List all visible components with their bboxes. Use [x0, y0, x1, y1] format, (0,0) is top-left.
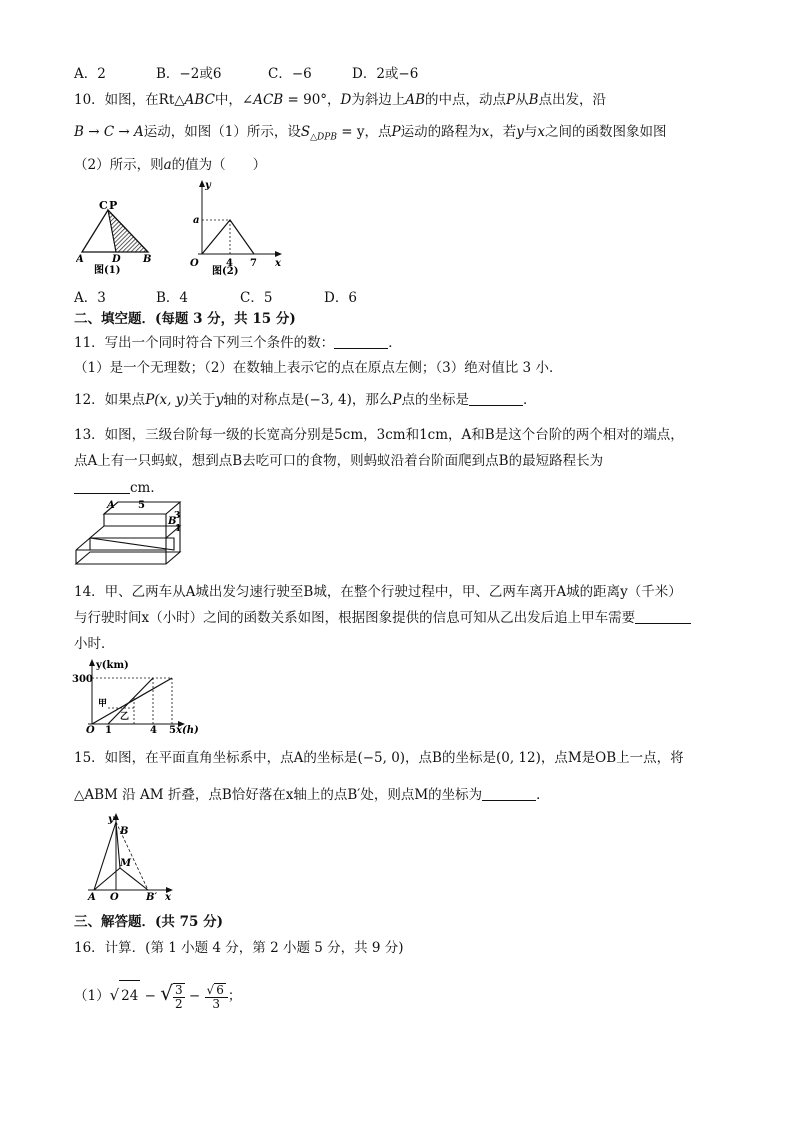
q11-line2: （1）是一个无理数；（2）在数轴上表示它的点在原点左侧；（3）绝对值比 3 小．: [74, 360, 563, 376]
q15-figure: [84, 810, 178, 902]
answer-blank: [482, 786, 536, 801]
svg-text:y: y: [108, 814, 114, 825]
svg-text:B: B: [120, 826, 129, 837]
svg-text:O: O: [86, 725, 95, 734]
q9-option-a: A．2: [74, 66, 106, 82]
label-b: B: [143, 254, 152, 265]
svg-text:5: 5: [169, 725, 176, 734]
svg-text:7: 7: [250, 258, 257, 269]
label-d: D: [112, 254, 121, 265]
section-3-title: 三、解答题．(共 75 分): [74, 914, 223, 930]
svg-text:O: O: [110, 892, 119, 902]
svg-text:乙: 乙: [120, 712, 130, 722]
q13-line3: cm．: [74, 478, 164, 498]
q16-line1: 16．计算．(第 1 小题 4 分，第 2 小题 5 分，共 9 分): [74, 940, 404, 956]
q10-option-c: C．5: [240, 290, 273, 306]
svg-text:y: y: [205, 180, 211, 191]
answer-blank: [74, 479, 130, 494]
q14-line2: 与行驶时间x（小时）之间的函数关系如图，根据图象提供的信息可知从乙出发后追上甲车需要: [74, 608, 691, 628]
q9-option-c: C．−6: [268, 66, 312, 82]
caption: 图(1): [94, 265, 121, 276]
q10-figure-1: [76, 196, 162, 276]
q9-option-d: D．2或−6: [352, 66, 419, 82]
svg-text:x(h): x(h): [176, 725, 199, 734]
q13-line2: 点A上有一只蚂蚁，想到点B去吃可口的食物，则蚂蚁沿着台阶面爬到点B的最短路程长为: [74, 453, 604, 469]
q10-figure-2: [178, 178, 286, 276]
q13-stairs-figure: [74, 498, 186, 570]
answer-blank: [635, 609, 691, 624]
svg-text:x: x: [275, 258, 281, 269]
svg-text:1: 1: [105, 725, 112, 734]
label-a: A: [107, 500, 115, 511]
svg-text:A: A: [88, 892, 96, 902]
q11-line1: 11．写出一个同时符合下列三个条件的数： ．: [74, 335, 402, 351]
svg-text:a: a: [193, 215, 200, 226]
svg-text:y(km): y(km): [96, 660, 129, 671]
q12-line: 12．如果点P(x, y)关于y轴的对称点是(−3, 4)，那么P点的坐标是 ．: [74, 392, 537, 408]
section-2-title: 二、填空题．(每题 3 分，共 15 分): [74, 311, 296, 327]
q14-line3: 小时．: [74, 636, 115, 652]
q13-line1: 13．如图，三级台阶每一级的长宽高分别是5cm，3cm和1cm，A和B是这个台阶的两个相对的端点，: [74, 427, 684, 443]
answer-blank: [469, 391, 523, 406]
label-3: 3: [174, 511, 181, 521]
label-5: 5: [138, 500, 145, 511]
label-p: P: [109, 199, 118, 212]
q10-line2: B → C → A运动，如图（1）所示，设$S_{\triangle DPB} = y$，点P运动的路程为x，若y与x之间的函数图象如图: [74, 124, 667, 143]
q9-option-b: B．−2或6: [156, 66, 222, 82]
svg-text:甲: 甲: [98, 699, 108, 709]
q10-option-b: B．4: [156, 290, 189, 306]
svg-text:x: x: [165, 892, 171, 902]
q15-line2: △ABM 沿 AM 折叠，点B恰好落在x轴上的点B′处，则点M的坐标为 ．: [74, 787, 550, 803]
svg-text:4: 4: [150, 725, 157, 734]
label-1: 1: [175, 524, 182, 534]
line-yi: [108, 678, 153, 724]
q14-graph: [72, 656, 200, 734]
label-a: A: [76, 254, 84, 265]
q15-line1: 15．如图，在平面直角坐标系中，点A的坐标是(−5, 0)，点B的坐标是(0, 12)，点M是OB上一点，将: [74, 750, 684, 766]
label-c: C: [99, 199, 108, 212]
svg-text:B′: B′: [146, 892, 158, 902]
q10-option-d: D．6: [324, 290, 357, 306]
label-b: B: [168, 516, 177, 527]
q16-part1: （1）√ 24 − √ $\frac{3}{2}$ − $\frac{√ 6}{3}$ ；: [74, 981, 242, 1011]
svg-text:M: M: [120, 858, 132, 869]
q10-line3: （2）所示，则a的值为（ ）: [74, 157, 267, 173]
q10-line1: 10．如图，在Rt△ABC中，∠ACB = 90°，D为斜边上AB的中点，动点P从B点出发，沿: [74, 92, 607, 108]
svg-text:O: O: [190, 258, 199, 269]
graph-line: [202, 220, 254, 254]
q10-option-a: A．3: [74, 290, 106, 306]
svg-text:300: 300: [72, 674, 93, 685]
q14-line1: 14．甲、乙两车从A城出发匀速行驶至B城，在整个行驶过程中，甲、乙两车离开A城的距离y（千米）: [74, 584, 682, 600]
svg-text:图(2): 图(2): [212, 266, 239, 276]
svg-text:4: 4: [226, 258, 233, 269]
answer-blank: [334, 334, 388, 349]
